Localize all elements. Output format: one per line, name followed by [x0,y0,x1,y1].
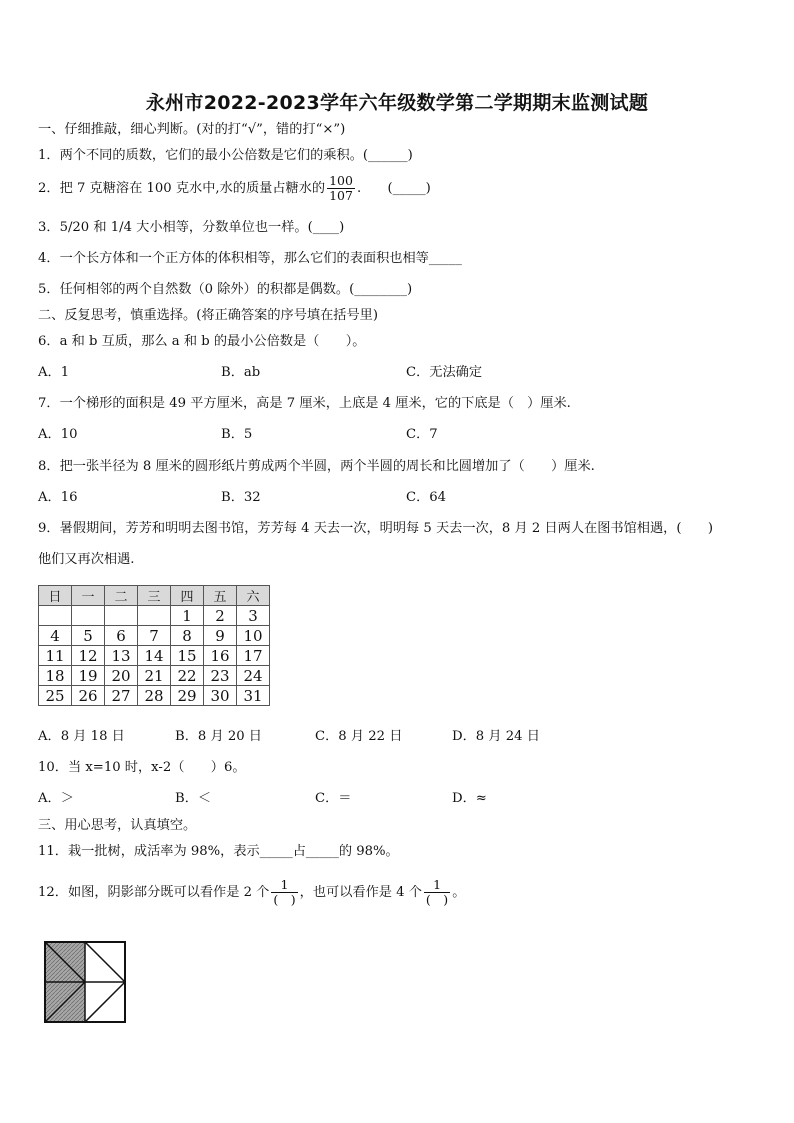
calendar-cell: 9 [204,626,237,646]
calendar-header-row [39,586,270,606]
question-6-option-a: A．1 [38,365,70,380]
calendar-cell: 30 [204,686,237,706]
calendar-cell [138,606,171,626]
calendar-cell: 25 [39,686,72,706]
calendar-header-cell: 四 [171,586,204,606]
fraction-numerator: 1 [433,877,442,892]
question-1: 1．两个不同的质数，它们的最小公倍数是它们的乘积。(______) [38,148,413,163]
question-6: 6．a 和 b 互质，那么 a 和 b 的最小公倍数是（ ）。 [38,334,366,349]
calendar-cell: 16 [204,646,237,666]
question-9-option-d: D．8 月 24 日 [452,729,540,744]
question-8-option-a: A．16 [38,490,78,505]
calendar-header-cell: 六 [237,586,270,606]
question-7-option-c: C．7 [406,427,438,442]
calendar-cell: 18 [39,666,72,686]
fraction-numerator: 1 [280,877,289,892]
question-10-option-a: A．＞ [38,791,74,806]
question-6-option-c: C．无法确定 [406,365,483,380]
question-10-option-c: C．＝ [315,791,352,806]
calendar-cell: 17 [237,646,270,666]
question-2-text: 2．把 7 克糖溶在 100 克水中,水的质量占糖水的 [38,181,326,196]
fraction-blank-1 [271,878,297,907]
question-10-option-d: D．≈ [452,791,487,806]
calendar-cell: 26 [72,686,105,706]
question-7: 7．一个梯形的面积是 49 平方厘米，高是 7 厘米，上底是 4 厘米，它的下底是（ ）厘米. [38,396,571,411]
calendar-cell: 4 [39,626,72,646]
question-10: 10．当 x=10 时，x-2（ ）6。 [38,760,246,775]
fraction-numerator: 100 [329,173,353,188]
page-title: 永州市2022-2023学年六年级数学第二学期期末监测试题 [145,92,649,114]
calendar-cell: 6 [105,626,138,646]
fraction-blank-2 [424,878,450,907]
calendar-cell: 27 [105,686,138,706]
calendar-cell [39,606,72,626]
calendar-cell: 1 [171,606,204,626]
question-12 [38,878,465,907]
question-9-option-b: B．8 月 20 日 [175,729,262,744]
calendar-cell: 23 [204,666,237,686]
calendar-cell [72,606,105,626]
calendar-cell: 13 [105,646,138,666]
calendar-cell: 11 [39,646,72,666]
figure-diagonal-2 [85,942,125,982]
shaded-square-figure [43,940,127,1024]
question-8-option-b: B．32 [221,490,261,505]
calendar-cell: 24 [237,666,270,686]
calendar-cell: 12 [72,646,105,666]
section-1-heading: 一、仔细推敲，细心判断。(对的打“√”，错的打“×”) [38,122,346,137]
question-5: 5．任何相邻的两个自然数（0 除外）的积都是偶数。(________) [38,282,413,297]
calendar-cell: 2 [204,606,237,626]
calendar-table [38,585,270,706]
question-8: 8．把一张半径为 8 厘米的圆形纸片剪成两个半圆，两个半圆的周长和比圆增加了（ ）厘米. [38,459,595,474]
question-10-option-b: B．＜ [175,791,212,806]
question-12-text-start: 12．如图，阴影部分既可以看作是 2 个 [38,885,270,900]
calendar-row [39,646,270,666]
calendar-header-cell: 二 [105,586,138,606]
question-7-option-a: A．10 [38,427,78,442]
question-7-option-b: B．5 [221,427,253,442]
calendar-cell: 31 [237,686,270,706]
question-2 [38,174,431,203]
question-9-line-2: 他们又再次相遇. [38,552,135,567]
calendar-cell: 29 [171,686,204,706]
calendar-cell: 7 [138,626,171,646]
fraction-denominator: ( ) [273,892,296,907]
question-6-option-b: B．ab [221,365,261,380]
calendar-cell: 28 [138,686,171,706]
calendar-cell: 19 [72,666,105,686]
calendar-cell: 21 [138,666,171,686]
section-3-heading: 三、用心思考，认真填空。 [38,818,197,833]
section-2-heading: 二、反复思考，慎重选择。(将正确答案的序号填在括号里) [38,308,378,323]
calendar-cell: 3 [237,606,270,626]
calendar-row [39,686,270,706]
calendar-row [39,666,270,686]
question-11: 11．栽一批树，成活率为 98%，表示_____占_____的 98%。 [38,844,399,859]
calendar-header-cell: 五 [204,586,237,606]
question-3: 3．5/20 和 1/4 大小相等，分数单位也一样。(____) [38,220,345,235]
question-8-option-c: C．64 [406,490,447,505]
fraction-denominator: 107 [329,188,353,203]
calendar-row [39,606,270,626]
question-2-blank: . (_____) [356,181,431,196]
calendar-cell: 8 [171,626,204,646]
question-9-option-c: C．8 月 22 日 [315,729,403,744]
calendar-row [39,626,270,646]
fraction-100-107 [327,174,355,203]
calendar-header-cell: 三 [138,586,171,606]
question-12-text-end: 。 [452,885,466,900]
figure-diagonal-4 [85,982,125,1022]
calendar-cell: 22 [171,666,204,686]
question-4: 4．一个长方体和一个正方体的体积相等，那么它们的表面积也相等_____ [38,251,462,266]
question-9-line-1: 9．暑假期间，芳芳和明明去图书馆，芳芳每 4 天去一次，明明每 5 天去一次，8 月 2 日两人在图书馆相遇，( ) [38,521,714,536]
fraction-denominator: ( ) [425,892,449,907]
question-12-text-mid: ，也可以看作是 4 个 [299,885,422,900]
calendar-cell: 14 [138,646,171,666]
calendar-cell: 15 [171,646,204,666]
calendar-cell: 20 [105,666,138,686]
calendar-cell [105,606,138,626]
calendar-header-cell: 一 [72,586,105,606]
question-9-option-a: A．8 月 18 日 [38,729,125,744]
calendar-cell: 5 [72,626,105,646]
calendar-cell: 10 [237,626,270,646]
calendar-header-cell: 日 [39,586,72,606]
